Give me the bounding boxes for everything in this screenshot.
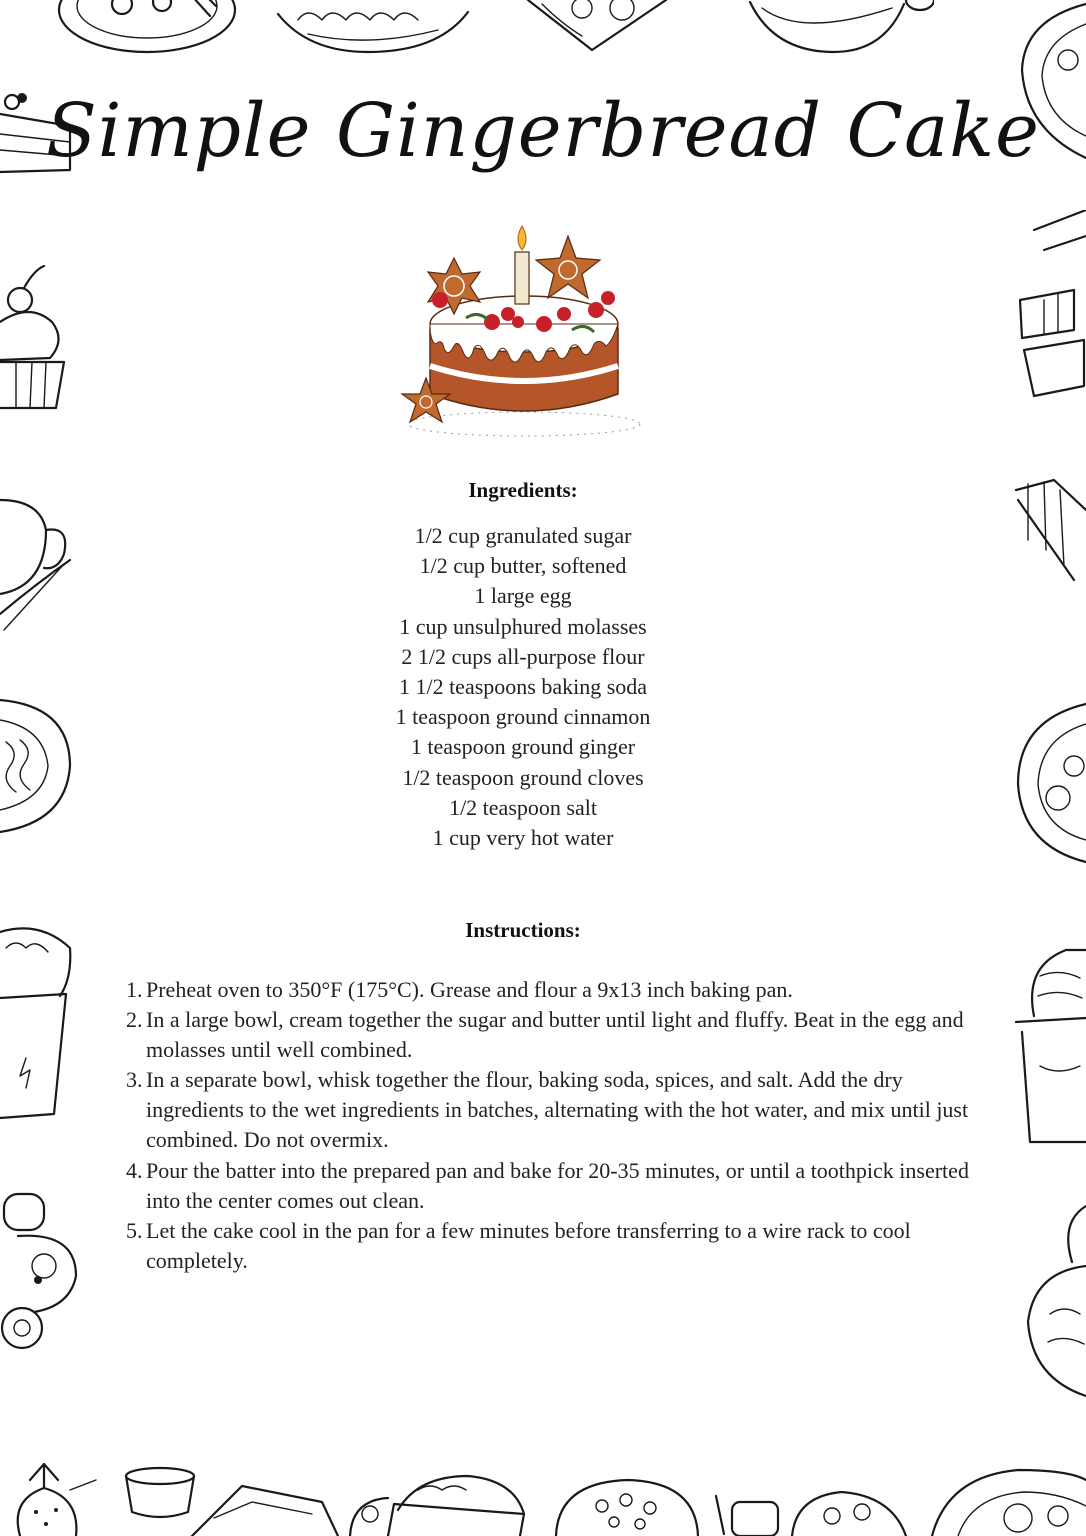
instruction-step [126,1005,986,1065]
ingredient-item: 1 teaspoon ground cinnamon [395,704,651,730]
soup-bowl-icon [552,1476,702,1536]
pizza-icon [928,1466,1086,1536]
ingredient-item: 1/2 cup butter, softened [419,553,627,579]
ingredient-item: 1 teaspoon ground ginger [410,734,636,760]
step-text: In a large bowl, cream together the sugar and butter until light and fluffy. Beat in the egg and molasses until well combined. [146,1007,964,1063]
step-text: In a separate bowl, whisk together the flour, baking soda, spices, and salt. Add the dry ingredients to the wet ingredients in batches, alternating with the hot water, and mix until just combined. Do not overmix. [146,1067,969,1153]
strawberry-icon [0,1460,100,1536]
cookies-jar-icon [0,1188,80,1352]
step-text: Let the cake cool in the pan for a few minutes before transferring to a wire rack to cool completely. [146,1217,911,1273]
salad-icon [268,0,478,58]
step-text: Pour the batter into the prepared pan and bake for 20-35 minutes, or until a toothpick inserted into the center comes out clean. [146,1157,969,1213]
instruction-step [126,1216,986,1276]
step-number: 1. [126,977,143,1002]
step-text: Preheat oven to 350°F (175°C). Grease and flour a 9x13 inch baking pan. [146,977,793,1002]
burrito-icon [0,918,76,1124]
step-number: 3. [126,1067,143,1093]
ingredients-list [0,521,1046,853]
ingredient-item: 1 large egg [474,583,572,609]
instructions-heading: Instructions: [465,918,581,942]
cupcake-icon [0,262,70,412]
sandwich-icon [122,1462,342,1536]
ingredient-item: 1/2 teaspoon salt [449,794,597,820]
skewers-icon [1014,210,1086,414]
step-number: 4. [126,1157,143,1183]
ingredient-item: 1/2 teaspoon ground cloves [402,764,644,790]
instruction-step [126,1065,986,1155]
recipe-title: Simple Gingerbread Cake [46,88,1040,174]
dumpling-icon [522,0,672,54]
ingredient-item: 1 cup unsulphured molasses [399,613,647,639]
ingredient-item: 1 1/2 teaspoons baking soda [398,674,648,700]
instructions-list [126,975,986,1276]
gingerbread-cake-icon [396,218,650,446]
ingredients-heading: Ingredients: [468,478,578,502]
plate-icon [52,0,242,58]
bread-basket-icon [348,1470,534,1536]
ingredient-item: 1/2 cup granulated sugar [414,523,632,548]
instruction-step [126,1156,986,1216]
bread-icon [1020,1202,1086,1398]
ingredient-item: 1 cup very hot water [432,825,614,851]
instruction-step [126,975,986,1005]
pie-icon [744,0,934,58]
plate-icon [712,1476,912,1536]
ingredient-item: 2 1/2 cups all-purpose flour [401,643,645,669]
step-number: 2. [126,1007,143,1033]
step-number: 5. [126,1217,143,1243]
ice-cream-cup-icon [1010,946,1086,1150]
